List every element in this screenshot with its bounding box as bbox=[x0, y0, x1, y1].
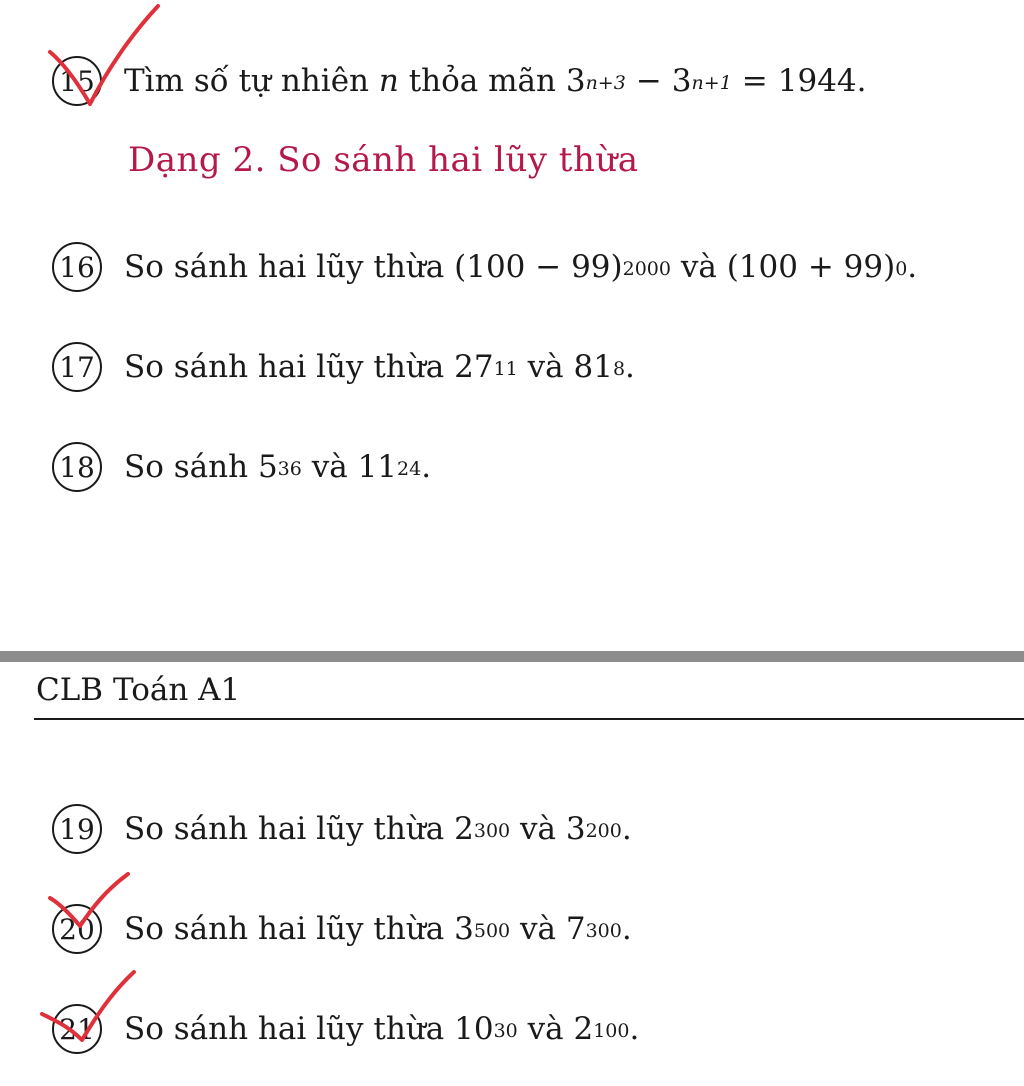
math-base: 3 bbox=[454, 911, 474, 947]
problem-number-circle bbox=[52, 1004, 102, 1054]
problem-text: So sánh hai lũy thừa 10 $^{30}$ và 2 $^{100}$ . bbox=[124, 1011, 640, 1047]
punctuation: . bbox=[421, 449, 432, 485]
problem-prefix: So sánh hai lũy thừa bbox=[124, 249, 445, 285]
problem-text: So sánh hai lũy thừa 2 $^{300}$ và 3 $^{200}$ . bbox=[124, 811, 632, 847]
problem-number-circle bbox=[52, 56, 102, 106]
problem-text: So sánh hai lũy thừa 27 $^{11}$ và 81 $^8$ . bbox=[124, 349, 635, 385]
page-break-divider bbox=[0, 651, 1024, 662]
problem-18 bbox=[52, 440, 431, 494]
problem-text: Tìm số tự nhiên n thỏa mãn 3 $^{n+3}$ − 3 $^{n+1}$ = 1944. bbox=[124, 63, 867, 99]
problem-prefix: Tìm số tự nhiên bbox=[124, 63, 370, 99]
punctuation: . bbox=[629, 1011, 640, 1047]
math-base: 2 bbox=[573, 1011, 594, 1047]
problem-prefix: So sánh hai lũy thừa bbox=[124, 1011, 445, 1047]
problem-number-circle bbox=[52, 242, 102, 292]
math-expression: (100 + 99) bbox=[726, 249, 896, 285]
problem-number-circle bbox=[52, 442, 102, 492]
math-variable: n bbox=[378, 63, 399, 99]
punctuation: . bbox=[625, 349, 635, 385]
problem-16 bbox=[52, 240, 917, 294]
problem-text: So sánh 5 $^{36}$ và 11 $^{24}$ . bbox=[124, 449, 432, 485]
problem-number: 18 bbox=[59, 450, 95, 484]
punctuation: . bbox=[621, 911, 632, 947]
conjunction: và bbox=[680, 249, 717, 285]
math-base: 5 bbox=[257, 449, 278, 485]
problem-number: 17 bbox=[59, 350, 95, 384]
conjunction: và bbox=[311, 449, 348, 485]
punctuation: . bbox=[621, 811, 632, 847]
conjunction: và bbox=[519, 811, 556, 847]
conjunction: và bbox=[527, 349, 564, 385]
math-operator: − bbox=[635, 63, 662, 99]
problem-middle: thỏa mãn bbox=[408, 63, 556, 99]
math-base: 81 bbox=[573, 349, 613, 385]
math-base: 27 bbox=[454, 349, 494, 385]
punctuation: . bbox=[907, 249, 918, 285]
problem-number-circle bbox=[52, 904, 102, 954]
problem-prefix: So sánh hai lũy thừa bbox=[124, 911, 445, 947]
conjunction: và bbox=[527, 1011, 564, 1047]
page-header-title: CLB Toán A1 bbox=[36, 672, 241, 708]
problem-number: 15 bbox=[59, 64, 95, 98]
math-value: 1944. bbox=[777, 63, 867, 99]
math-base: 11 bbox=[357, 449, 398, 485]
problem-text: So sánh hai lũy thừa 3 $^{500}$ và 7 $^{300}$ . bbox=[124, 911, 632, 947]
math-base: 10 bbox=[454, 1011, 494, 1047]
math-operator: = bbox=[741, 63, 768, 99]
problem-number: 16 bbox=[59, 250, 95, 284]
problem-number: 19 bbox=[59, 812, 95, 846]
problem-text: So sánh hai lũy thừa (100 − 99) $^{2000}$ và (100 + 99) $^0$ . bbox=[124, 249, 918, 285]
problem-prefix: So sánh hai lũy thừa bbox=[124, 811, 445, 847]
problem-prefix: So sánh hai lũy thừa bbox=[124, 349, 445, 385]
problem-number-circle bbox=[52, 804, 102, 854]
math-base: 7 bbox=[565, 911, 586, 947]
math-base: 2 bbox=[454, 811, 474, 847]
problem-19 bbox=[52, 802, 632, 856]
problem-number: 21 bbox=[59, 1012, 95, 1046]
problem-prefix: So sánh bbox=[124, 449, 249, 485]
math-base: 3 bbox=[565, 63, 586, 99]
math-expression: (100 − 99) bbox=[454, 249, 623, 285]
problem-17 bbox=[52, 340, 635, 394]
math-base: 3 bbox=[671, 63, 692, 99]
problem-21 bbox=[52, 1002, 639, 1056]
problem-number-circle bbox=[52, 342, 102, 392]
problem-number: 20 bbox=[59, 912, 95, 946]
header-rule bbox=[34, 718, 1024, 720]
section-heading: Dạng 2. So sánh hai lũy thừa bbox=[128, 140, 639, 180]
problem-15 bbox=[52, 54, 867, 108]
conjunction: và bbox=[519, 911, 556, 947]
problem-20 bbox=[52, 902, 632, 956]
math-base: 3 bbox=[565, 811, 586, 847]
